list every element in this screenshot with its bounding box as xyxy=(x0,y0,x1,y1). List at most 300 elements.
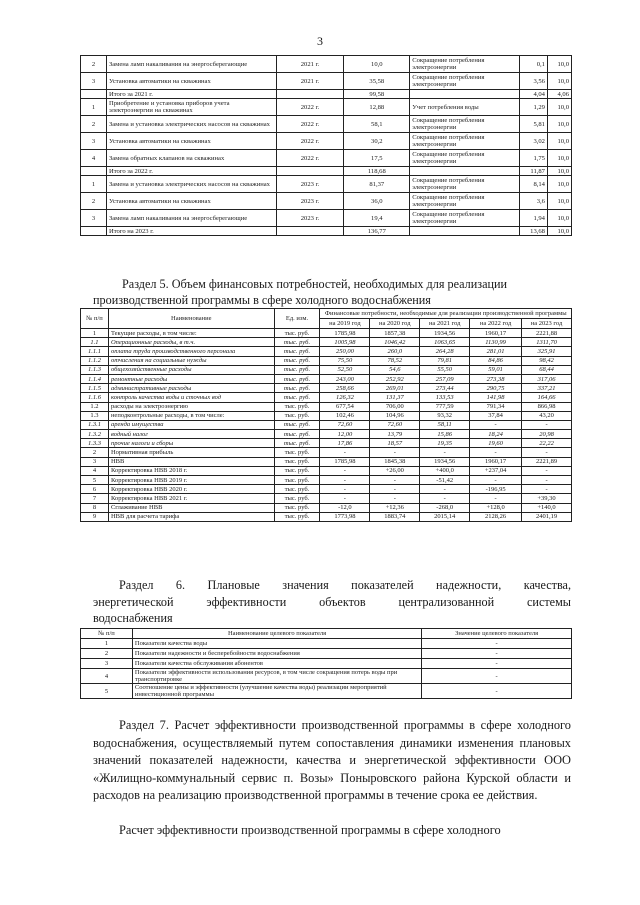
finance-value-cell: +400,0 xyxy=(420,466,470,475)
measures-row xyxy=(81,210,572,227)
finance-value-cell: 337,21 xyxy=(522,384,572,393)
finance-row-number: 1.1 xyxy=(81,338,109,347)
finance-value-cell: - xyxy=(470,448,522,457)
finance-value-cell: - xyxy=(370,494,420,503)
finance-value-cell: 273,38 xyxy=(470,374,522,383)
indicator-number: 5 xyxy=(81,684,133,699)
measure-payback: 8,14 xyxy=(520,176,548,193)
measure-year: 2023 г. xyxy=(276,176,344,193)
finance-value-cell: 1063,65 xyxy=(420,338,470,347)
finance-value-cell: 19,60 xyxy=(470,439,522,448)
finance-value-cell: 18,57 xyxy=(370,439,420,448)
finance-value-cell: 1046,42 xyxy=(370,338,420,347)
finance-row xyxy=(81,448,572,457)
finance-value-cell: 2015,14 xyxy=(420,512,470,521)
finance-row-unit: тыс. руб. xyxy=(274,338,320,347)
finance-row-number: 1.1.3 xyxy=(81,365,109,374)
indicators-row xyxy=(81,684,572,699)
finance-value-cell: 20,98 xyxy=(522,430,572,439)
finance-value-cell: 1883,74 xyxy=(370,512,420,521)
finance-row-unit: тыс. руб. xyxy=(274,374,320,383)
measure-cost: 19,4 xyxy=(344,210,410,227)
indicator-name: Соотношение цены и эффективности (улучшение качества воды) реализации мероприятий инвестиционной программы xyxy=(132,684,421,699)
finance-year-header: на 2021 год xyxy=(420,319,470,329)
finance-value-cell: +39,30 xyxy=(522,494,572,503)
finance-value-cell: - xyxy=(470,420,522,429)
finance-row-number: 9 xyxy=(81,512,109,521)
measure-name: Замена и установка электрических насосов на скважинах xyxy=(106,116,276,133)
finance-row xyxy=(81,512,572,521)
finance-row-unit: тыс. руб. xyxy=(274,439,320,448)
finance-row-unit: тыс. руб. xyxy=(274,476,320,485)
finance-row xyxy=(81,374,572,383)
finance-value-cell: 79,81 xyxy=(420,356,470,365)
finance-row-number: 1.1.1 xyxy=(81,347,109,356)
finance-value-cell: - xyxy=(370,448,420,457)
measure-effect: Сокращение потребления электроэнергии xyxy=(410,56,520,73)
finance-row-unit: тыс. руб. xyxy=(274,466,320,475)
finance-value-cell: 12,00 xyxy=(320,430,370,439)
measures-row xyxy=(81,150,572,167)
finance-value-cell: 72,60 xyxy=(320,420,370,429)
measure-cost: 136,77 xyxy=(344,227,410,236)
finance-row-unit: тыс. руб. xyxy=(274,420,320,429)
finance-value-cell: 2128,26 xyxy=(470,512,522,521)
finance-value-cell: 52,50 xyxy=(320,365,370,374)
finance-row xyxy=(81,393,572,402)
finance-year-header: на 2022 год xyxy=(470,319,522,329)
measure-number: 3 xyxy=(81,133,107,150)
finance-value-cell: - xyxy=(470,476,522,485)
measure-payback: 1,75 xyxy=(520,150,548,167)
finance-value-cell: - xyxy=(320,494,370,503)
measure-effect: Сокращение потребления электроэнергии xyxy=(410,210,520,227)
measure-effect xyxy=(410,167,520,176)
finance-value-cell: 18,24 xyxy=(470,430,522,439)
finance-value-cell: - xyxy=(522,448,572,457)
measure-cost: 36,0 xyxy=(344,193,410,210)
measure-name: Итого за 2022 г. xyxy=(106,167,276,176)
finance-value-cell: 37,84 xyxy=(470,411,522,420)
measure-year xyxy=(276,227,344,236)
section6-heading-line2: энергетической эффективности объектов централизованной системы xyxy=(93,595,571,609)
indicators-header-num: № п/п xyxy=(81,629,133,639)
measure-value: 10,0 xyxy=(547,99,571,116)
measure-cost: 99,58 xyxy=(344,90,410,99)
finance-row-unit: тыс. руб. xyxy=(274,457,320,466)
measure-name: Приобретение и установка приборов учета электроэнергии на скважинах xyxy=(106,99,276,116)
finance-value-cell: 54,6 xyxy=(370,365,420,374)
finance-year-header: на 2019 год xyxy=(320,319,370,329)
finance-row-number: 5 xyxy=(81,476,109,485)
finance-year-header: на 2023 год xyxy=(522,319,572,329)
measure-number xyxy=(81,90,107,99)
finance-row-unit: тыс. руб. xyxy=(274,512,320,521)
measure-value: 10,0 xyxy=(547,210,571,227)
finance-row-unit: тыс. руб. xyxy=(274,448,320,457)
measure-payback: 1,94 xyxy=(520,210,548,227)
measure-name: Итого за 2021 г. xyxy=(106,90,276,99)
finance-value-cell: +26,00 xyxy=(370,466,420,475)
section5-heading-line1: Раздел 5. Объем финансовых потребностей, необходимых для реализации xyxy=(122,277,508,291)
measure-year: 2022 г. xyxy=(276,150,344,167)
finance-row-unit: тыс. руб. xyxy=(274,329,320,338)
measure-cost: 30,2 xyxy=(344,133,410,150)
finance-value-cell: 164,66 xyxy=(522,393,572,402)
measure-payback: 1,29 xyxy=(520,99,548,116)
finance-value-cell: 104,96 xyxy=(370,411,420,420)
finance-value-cell: 1785,98 xyxy=(320,329,370,338)
measures-row xyxy=(81,73,572,90)
finance-value-cell: -12,0 xyxy=(320,503,370,512)
measure-name: Установка автоматики на скважинах xyxy=(106,193,276,210)
finance-row-number: 1.2 xyxy=(81,402,109,411)
indicators-table xyxy=(80,628,572,699)
finance-value-cell: 15,86 xyxy=(420,430,470,439)
finance-value-cell: - xyxy=(470,494,522,503)
indicator-value: - xyxy=(422,649,572,659)
measures-row xyxy=(81,227,572,236)
finance-value-cell: +140,0 xyxy=(522,503,572,512)
finance-row xyxy=(81,439,572,448)
finance-value-cell: - xyxy=(320,448,370,457)
measure-cost: 10,0 xyxy=(344,56,410,73)
finance-row xyxy=(81,476,572,485)
finance-value-cell: 866,98 xyxy=(522,402,572,411)
measure-year: 2022 г. xyxy=(276,99,344,116)
finance-value-cell: -51,42 xyxy=(420,476,470,485)
finance-value-cell: 43,20 xyxy=(522,411,572,420)
finance-row-unit: тыс. руб. xyxy=(274,411,320,420)
measure-value: 10,0 xyxy=(547,227,571,236)
measure-year: 2022 г. xyxy=(276,116,344,133)
measure-cost: 58,1 xyxy=(344,116,410,133)
indicator-value: - xyxy=(422,669,572,684)
measure-number: 1 xyxy=(81,176,107,193)
finance-row xyxy=(81,384,572,393)
finance-value-cell: - xyxy=(522,420,572,429)
finance-value-cell: 19,35 xyxy=(420,439,470,448)
finance-row xyxy=(81,503,572,512)
finance-row-unit: тыс. руб. xyxy=(274,494,320,503)
finance-value-cell: 126,32 xyxy=(320,393,370,402)
measure-number: 4 xyxy=(81,150,107,167)
finance-year-header: на 2020 год xyxy=(370,319,420,329)
indicator-name: Показатели качества воды xyxy=(132,639,421,649)
indicator-number: 4 xyxy=(81,669,133,684)
finance-row-name: Корректировка НВВ 2019 г. xyxy=(108,476,274,485)
finance-row-name: Корректировка НВВ 2018 г. xyxy=(108,466,274,475)
measure-name: Замена ламп накаливания на энергосберегающие xyxy=(106,56,276,73)
finance-row-name: контроль качества воды и сточных вод xyxy=(108,393,274,402)
finance-value-cell: 264,28 xyxy=(420,347,470,356)
measures-row xyxy=(81,116,572,133)
finance-value-cell: 791,34 xyxy=(470,402,522,411)
measure-effect xyxy=(410,227,520,236)
measure-name: Установка автоматики на скважинах xyxy=(106,73,276,90)
finance-row-number: 1.1.6 xyxy=(81,393,109,402)
finance-row-number: 1.1.2 xyxy=(81,356,109,365)
measure-value: 10,0 xyxy=(547,176,571,193)
finance-row-unit: тыс. руб. xyxy=(274,347,320,356)
finance-row-name: неподконтрольные расходы, в том числе: xyxy=(108,411,274,420)
finance-row xyxy=(81,329,572,338)
measure-year: 2021 г. xyxy=(276,73,344,90)
finance-value-cell: - xyxy=(420,494,470,503)
finance-value-cell: 1934,56 xyxy=(420,457,470,466)
section5-heading-line2: производственной программы в сфере холодного водоснабжения xyxy=(93,293,431,307)
indicators-row xyxy=(81,659,572,669)
finance-row-name: НВВ xyxy=(108,457,274,466)
measure-payback: 5,81 xyxy=(520,116,548,133)
measure-effect: Сокращение потребления электроэнергии xyxy=(410,193,520,210)
finance-row xyxy=(81,411,572,420)
measures-row xyxy=(81,90,572,99)
last-paragraph: Расчет эффективности производственной программы в сфере холодного xyxy=(119,823,501,837)
indicators-header-row xyxy=(81,629,572,639)
finance-value-cell: 131,37 xyxy=(370,393,420,402)
finance-value-cell: 2221,89 xyxy=(522,457,572,466)
finance-row-number: 6 xyxy=(81,485,109,494)
finance-value-cell: 281,01 xyxy=(470,347,522,356)
finance-value-cell: - xyxy=(320,485,370,494)
measures-row xyxy=(81,176,572,193)
finance-row xyxy=(81,347,572,356)
measure-name: Замена ламп накаливания на энергосберегающие xyxy=(106,210,276,227)
finance-value-cell: 677,54 xyxy=(320,402,370,411)
finance-row-name: оплата труда производственного персонала xyxy=(108,347,274,356)
measure-year: 2022 г. xyxy=(276,133,344,150)
measure-effect: Сокращение потребления электроэнергии xyxy=(410,116,520,133)
measure-number: 3 xyxy=(81,210,107,227)
finance-value-cell: 269,01 xyxy=(370,384,420,393)
finance-value-cell: 84,86 xyxy=(470,356,522,365)
finance-row-name: прочие налоги и сборы xyxy=(108,439,274,448)
indicator-number: 1 xyxy=(81,639,133,649)
finance-row xyxy=(81,402,572,411)
finance-value-cell: -268,0 xyxy=(420,503,470,512)
finance-value-cell: 777,59 xyxy=(420,402,470,411)
finance-value-cell: 1857,38 xyxy=(370,329,420,338)
finance-row-number: 1.3.1 xyxy=(81,420,109,429)
measure-year: 2023 г. xyxy=(276,193,344,210)
finance-row-number: 1.3.3 xyxy=(81,439,109,448)
measure-cost: 81,37 xyxy=(344,176,410,193)
measure-value: 10,0 xyxy=(547,150,571,167)
finance-value-cell: 1773,98 xyxy=(320,512,370,521)
finance-value-cell: - xyxy=(370,476,420,485)
measure-name: Замена обратных клапанов на скважинах xyxy=(106,150,276,167)
measures-row xyxy=(81,193,572,210)
finance-value-cell: -196,95 xyxy=(470,485,522,494)
finance-value-cell: 133,53 xyxy=(420,393,470,402)
measure-value: 10,0 xyxy=(547,133,571,150)
finance-row-name: отчисления на социальные нужды xyxy=(108,356,274,365)
measure-payback: 11,87 xyxy=(520,167,548,176)
indicator-value: - xyxy=(422,639,572,649)
finance-header-group: Финансовые потребности, необходимые для реализации производственной программы xyxy=(320,309,572,319)
finance-row-unit: тыс. руб. xyxy=(274,365,320,374)
finance-row xyxy=(81,365,572,374)
finance-value-cell: 325,91 xyxy=(522,347,572,356)
finance-row-number: 7 xyxy=(81,494,109,503)
indicators-row xyxy=(81,639,572,649)
finance-row-number: 1.1.4 xyxy=(81,374,109,383)
measure-effect: Сокращение потребления электроэнергии xyxy=(410,133,520,150)
finance-row-name: водный налог xyxy=(108,430,274,439)
finance-row xyxy=(81,457,572,466)
finance-row xyxy=(81,430,572,439)
finance-row-name: расходы на электроэнергию xyxy=(108,402,274,411)
measures-row xyxy=(81,56,572,73)
indicator-value: - xyxy=(422,684,572,699)
finance-value-cell: +128,0 xyxy=(470,503,522,512)
finance-row-number: 3 xyxy=(81,457,109,466)
measure-payback: 3,02 xyxy=(520,133,548,150)
finance-value-cell: 250,00 xyxy=(320,347,370,356)
finance-value-cell: 260,0 xyxy=(370,347,420,356)
indicators-row xyxy=(81,669,572,684)
measure-name: Замена и установка электрических насосов на скважинах xyxy=(106,176,276,193)
finance-row-number: 1.3.2 xyxy=(81,430,109,439)
finance-value-cell: - xyxy=(522,476,572,485)
measure-year xyxy=(276,90,344,99)
finance-row-name: аренда имущества xyxy=(108,420,274,429)
finance-row-name: Сглаживание НВВ xyxy=(108,503,274,512)
finance-row-unit: тыс. руб. xyxy=(274,402,320,411)
finance-row-number: 1 xyxy=(81,329,109,338)
page-number: 3 xyxy=(317,34,323,48)
finance-row-name: административные расходы xyxy=(108,384,274,393)
measure-effect: Учет потребления воды xyxy=(410,99,520,116)
finance-row-unit: тыс. руб. xyxy=(274,384,320,393)
finance-row xyxy=(81,356,572,365)
measure-number xyxy=(81,167,107,176)
finance-row xyxy=(81,485,572,494)
finance-value-cell: +237,04 xyxy=(470,466,522,475)
finance-value-cell: 2221,88 xyxy=(522,329,572,338)
measure-cost: 12,88 xyxy=(344,99,410,116)
finance-row-name: общехозяйственные расходы xyxy=(108,365,274,374)
finance-row-number: 8 xyxy=(81,503,109,512)
finance-row-name: Операционные расходы, в т.ч. xyxy=(108,338,274,347)
finance-row-name: Корректировка НВВ 2020 г. xyxy=(108,485,274,494)
indicators-header-name: Наименование целевого показателя xyxy=(132,629,421,639)
indicator-number: 2 xyxy=(81,649,133,659)
measure-number: 2 xyxy=(81,56,107,73)
finance-header-name: Наименование xyxy=(108,309,274,329)
measure-cost: 35,58 xyxy=(344,73,410,90)
finance-value-cell: 22,22 xyxy=(522,439,572,448)
finance-value-cell: 1785,98 xyxy=(320,457,370,466)
measure-effect: Сокращение потребления электроэнергии xyxy=(410,176,520,193)
finance-value-cell: 2401,19 xyxy=(522,512,572,521)
finance-row xyxy=(81,494,572,503)
measure-number xyxy=(81,227,107,236)
measure-payback: 3,6 xyxy=(520,193,548,210)
finance-value-cell: 78,52 xyxy=(370,356,420,365)
measure-effect xyxy=(410,90,520,99)
finance-value-cell: 243,00 xyxy=(320,374,370,383)
measure-value: 4,06 xyxy=(547,90,571,99)
finance-value-cell: 257,09 xyxy=(420,374,470,383)
measure-value: 10,0 xyxy=(547,193,571,210)
finance-value-cell: 72,60 xyxy=(370,420,420,429)
section6-heading-line3: водоснабжения xyxy=(93,611,173,625)
measure-payback: 0,1 xyxy=(520,56,548,73)
finance-value-cell: 1960,17 xyxy=(470,329,522,338)
measure-payback: 3,56 xyxy=(520,73,548,90)
finance-row-name: ремонтные расходы xyxy=(108,374,274,383)
finance-value-cell: 273,44 xyxy=(420,384,470,393)
finance-row-name: НВВ для расчета тарифа xyxy=(108,512,274,521)
section6-heading-line1: Раздел 6. Плановые значения показателей надежности, качества, xyxy=(119,578,571,592)
finance-value-cell: 13,79 xyxy=(370,430,420,439)
finance-value-cell: 1845,38 xyxy=(370,457,420,466)
finance-row-unit: тыс. руб. xyxy=(274,430,320,439)
measure-payback: 4,04 xyxy=(520,90,548,99)
measure-value: 10,0 xyxy=(547,116,571,133)
finance-row-unit: тыс. руб. xyxy=(274,356,320,365)
finance-row-unit: тыс. руб. xyxy=(274,393,320,402)
finance-value-cell: - xyxy=(320,466,370,475)
measure-value: 10,0 xyxy=(547,73,571,90)
measure-effect: Сокращение потребления электроэнергии xyxy=(410,150,520,167)
finance-row-number: 1.1.5 xyxy=(81,384,109,393)
finance-row-name: Корректировка НВВ 2021 г. xyxy=(108,494,274,503)
indicator-value: - xyxy=(422,659,572,669)
indicators-header-value: Значение целевого показателя xyxy=(422,629,572,639)
measure-name: Итого на 2023 г. xyxy=(106,227,276,236)
finance-value-cell: 102,46 xyxy=(320,411,370,420)
finance-value-cell: 317,06 xyxy=(522,374,572,383)
finance-value-cell: 258,66 xyxy=(320,384,370,393)
finance-value-cell: 290,75 xyxy=(470,384,522,393)
finance-value-cell: 75,50 xyxy=(320,356,370,365)
finance-value-cell: - xyxy=(522,485,572,494)
finance-value-cell: 1311,70 xyxy=(522,338,572,347)
indicator-number: 3 xyxy=(81,659,133,669)
finance-value-cell: 68,44 xyxy=(522,365,572,374)
finance-table xyxy=(80,308,572,522)
measures-row xyxy=(81,99,572,116)
finance-row-unit: тыс. руб. xyxy=(274,485,320,494)
finance-row-unit: тыс. руб. xyxy=(274,503,320,512)
finance-row-number: 2 xyxy=(81,448,109,457)
measure-value: 10,0 xyxy=(547,167,571,176)
measure-payback: 13,68 xyxy=(520,227,548,236)
measure-number: 2 xyxy=(81,193,107,210)
finance-row-number: 1.3 xyxy=(81,411,109,420)
finance-value-cell: 55,50 xyxy=(420,365,470,374)
measure-year xyxy=(276,167,344,176)
finance-value-cell: 252,92 xyxy=(370,374,420,383)
finance-row xyxy=(81,420,572,429)
finance-value-cell: 59,01 xyxy=(470,365,522,374)
indicator-name: Показатели эффективности использования ресурсов, в том числе сокращения потерь воды при транспортировке xyxy=(132,669,421,684)
finance-value-cell: 58,11 xyxy=(420,420,470,429)
finance-value-cell: - xyxy=(420,448,470,457)
indicator-name: Показатели надежности и бесперебойности водоснабжения xyxy=(132,649,421,659)
finance-value-cell: - xyxy=(370,485,420,494)
finance-row-name: Текущие расходы, в том числе: xyxy=(108,329,274,338)
finance-value-cell: 1960,17 xyxy=(470,457,522,466)
finance-value-cell: 141,98 xyxy=(470,393,522,402)
measure-year: 2023 г. xyxy=(276,210,344,227)
measure-number: 3 xyxy=(81,73,107,90)
finance-header-num: № п/п xyxy=(81,309,109,329)
measure-effect: Сокращение потребления электроэнергии xyxy=(410,73,520,90)
